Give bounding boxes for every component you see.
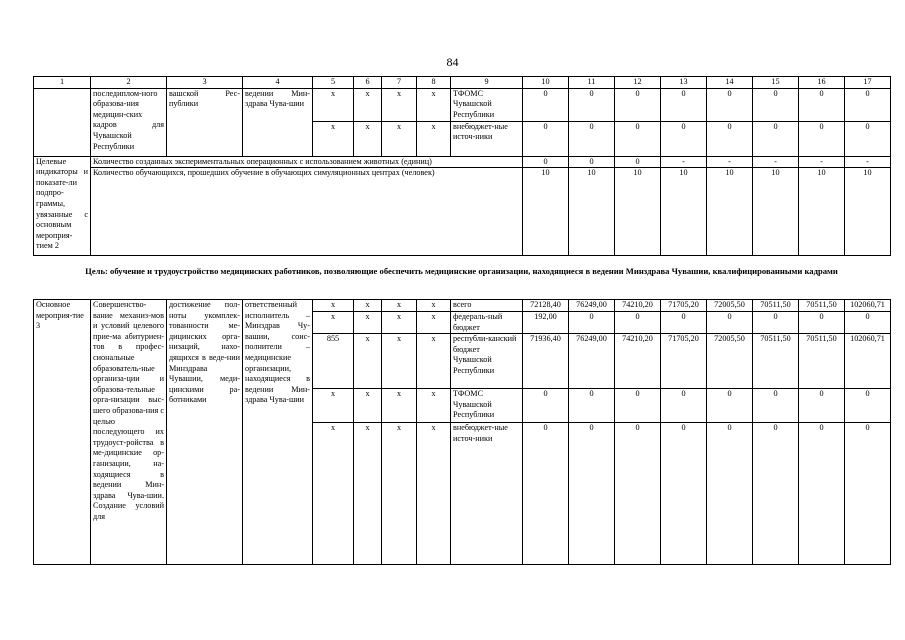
value-cell: 10 <box>615 168 661 256</box>
value-cell: 0 <box>661 88 707 121</box>
code-cell: x <box>382 88 417 121</box>
col-header: 13 <box>661 77 707 89</box>
value-cell: 0 <box>569 423 615 565</box>
funding-source: федераль-ный бюджет <box>451 312 523 334</box>
value-cell: 10 <box>845 168 891 256</box>
value-cell: - <box>707 156 753 168</box>
code-cell: x <box>354 312 382 334</box>
code-cell: x <box>417 423 451 565</box>
code-cell: x <box>382 334 417 389</box>
value-cell: 0 <box>845 121 891 156</box>
col-header: 2 <box>91 77 167 89</box>
code-cell: x <box>417 389 451 423</box>
funding-source: ТФОМС Чувашской Республики <box>451 88 523 121</box>
col-header: 3 <box>167 77 243 89</box>
col-header: 12 <box>615 77 661 89</box>
code-cell: x <box>382 300 417 312</box>
indicator-row <box>34 168 891 256</box>
col-header: 16 <box>799 77 845 89</box>
value-cell: 71705,20 <box>661 334 707 389</box>
funding-source: республи-канский бюджет Чувашской Республики <box>451 334 523 389</box>
program-table-top <box>33 76 891 256</box>
executor: ответственный исполнитель – Минздрав Чу-вашии, соис-полнители – медицинские организации, находящиеся в ведении Мин-здрава Чува-шии <box>243 300 313 565</box>
col-header: 17 <box>845 77 891 89</box>
code-cell: x <box>382 389 417 423</box>
value-cell: 10 <box>569 168 615 256</box>
value-cell: 0 <box>707 88 753 121</box>
code-cell: x <box>382 312 417 334</box>
code-cell: x <box>313 423 354 565</box>
value-cell: 76249,00 <box>569 334 615 389</box>
value-cell: 0 <box>753 312 799 334</box>
value-cell: 0 <box>845 312 891 334</box>
value-cell: 72005,50 <box>707 300 753 312</box>
executor-cont: ведении Мин-здрава Чува-шии <box>243 88 313 156</box>
value-cell: 0 <box>707 423 753 565</box>
code-cell: x <box>417 88 451 121</box>
funding-source: внебюджет-ные источ-ники <box>451 423 523 565</box>
empty-cell <box>34 88 91 156</box>
code-cell: x <box>354 389 382 423</box>
indicators-label: Целевые индикаторы и показате-ли подпро-граммы, увязанные с основным мероприя-тием 2 <box>34 156 91 256</box>
value-cell: 0 <box>799 121 845 156</box>
value-cell: 0 <box>569 389 615 423</box>
value-cell: - <box>661 156 707 168</box>
expected-result: достижение пол-ноты укомплек-тованности ме-дицинских орга-низаций, нахо-дящихся в веде-нии Минздрава Чувашии, меди-цинскими ра-ботниками <box>167 300 243 565</box>
funding-source: внебюджет-ные источ-ники <box>451 121 523 156</box>
value-cell: 0 <box>523 121 569 156</box>
code-cell: x <box>382 423 417 565</box>
activity-label: Основное мероприя-тие 3 <box>34 300 91 565</box>
col-header: 9 <box>451 77 523 89</box>
value-cell: 0 <box>615 423 661 565</box>
responsible-cont: вашской Рес-публики <box>167 88 243 156</box>
value-cell: 0 <box>845 423 891 565</box>
value-cell: 70511,50 <box>799 300 845 312</box>
value-cell: - <box>799 156 845 168</box>
value-cell: 0 <box>615 312 661 334</box>
code-cell: x <box>354 423 382 565</box>
value-cell: 0 <box>799 88 845 121</box>
value-cell: 192,00 <box>523 312 569 334</box>
program-table-bottom <box>33 299 891 565</box>
code-cell: 855 <box>313 334 354 389</box>
code-cell: x <box>313 121 354 156</box>
value-cell: 10 <box>753 168 799 256</box>
value-cell: 0 <box>615 88 661 121</box>
code-cell: x <box>417 121 451 156</box>
table-row <box>34 88 891 121</box>
value-cell: 102060,71 <box>845 300 891 312</box>
value-cell: 0 <box>753 423 799 565</box>
value-cell: 0 <box>523 88 569 121</box>
code-cell: x <box>382 121 417 156</box>
col-header: 8 <box>417 77 451 89</box>
value-cell: 0 <box>569 312 615 334</box>
value-cell: 74210,20 <box>615 300 661 312</box>
value-cell: 0 <box>707 312 753 334</box>
value-cell: 0 <box>661 389 707 423</box>
code-cell: x <box>313 312 354 334</box>
indicator-row <box>34 156 891 168</box>
col-header: 10 <box>523 77 569 89</box>
value-cell: - <box>753 156 799 168</box>
column-number-row <box>34 77 891 89</box>
value-cell: 74210,20 <box>615 334 661 389</box>
funding-source: ТФОМС Чувашской Республики <box>451 389 523 423</box>
value-cell: 0 <box>661 121 707 156</box>
funding-source: всего <box>451 300 523 312</box>
value-cell: 0 <box>569 121 615 156</box>
value-cell: 0 <box>845 389 891 423</box>
value-cell: 0 <box>615 389 661 423</box>
code-cell: x <box>354 121 382 156</box>
value-cell: 0 <box>799 389 845 423</box>
value-cell: 0 <box>753 88 799 121</box>
page-number: 84 <box>446 55 459 69</box>
value-cell: 0 <box>845 88 891 121</box>
value-cell: 0 <box>799 423 845 565</box>
col-header: 14 <box>707 77 753 89</box>
value-cell: 10 <box>707 168 753 256</box>
table-row <box>34 300 891 312</box>
indicator-text: Количество обучающихся, прошедших обучение в обучающих симуляционных центрах (человек) <box>91 168 523 256</box>
value-cell: 0 <box>799 312 845 334</box>
goal-heading: Цель: обучение и трудоустройство медицинских работников, позволяющие обеспечить медицинские организации, находящиеся в ведении Минздрава Чувашии, квалифицированными кадрами <box>85 266 838 276</box>
value-cell: 70511,50 <box>799 334 845 389</box>
value-cell: 0 <box>707 389 753 423</box>
value-cell: 72128,40 <box>523 300 569 312</box>
value-cell: 71936,40 <box>523 334 569 389</box>
value-cell: 76249,00 <box>569 300 615 312</box>
col-header: 7 <box>382 77 417 89</box>
code-cell: x <box>417 334 451 389</box>
value-cell: 10 <box>661 168 707 256</box>
value-cell: 72005,50 <box>707 334 753 389</box>
value-cell: 102060,71 <box>845 334 891 389</box>
code-cell: x <box>313 389 354 423</box>
col-header: 4 <box>243 77 313 89</box>
value-cell: 0 <box>661 312 707 334</box>
code-cell: x <box>354 88 382 121</box>
value-cell: - <box>845 156 891 168</box>
col-header: 5 <box>313 77 354 89</box>
value-cell: 0 <box>523 156 569 168</box>
value-cell: 10 <box>799 168 845 256</box>
value-cell: 70511,50 <box>753 300 799 312</box>
value-cell: 0 <box>661 423 707 565</box>
value-cell: 71705,20 <box>661 300 707 312</box>
col-header: 11 <box>569 77 615 89</box>
activity-name: Совершенство-вание механиз-мов и условий целевого прие-ма абитуриен-тов в профес-сиональные образователь-ные организа-ции и образова-тельные орга-низации выс-шего образова-ния с целью последующего их трудоуст-ройства в ме-дицинские ор-ганизации, на-ходящиеся в ведении Мин-здрава Чува-шии. Создание условий для <box>91 300 167 565</box>
value-cell: 0 <box>569 156 615 168</box>
value-cell: 0 <box>569 88 615 121</box>
value-cell: 0 <box>707 121 753 156</box>
value-cell: 70511,50 <box>753 334 799 389</box>
code-cell: x <box>313 300 354 312</box>
value-cell: 0 <box>615 156 661 168</box>
col-header: 1 <box>34 77 91 89</box>
code-cell: x <box>354 300 382 312</box>
code-cell: x <box>313 88 354 121</box>
code-cell: x <box>354 334 382 389</box>
activity-name-cont: последиплом-ного образова-ния медицин-ских кадров для Чувашской Республики <box>91 88 167 156</box>
indicator-text: Количество созданных экспериментальных операционных с использованием животных (единиц) <box>91 156 523 168</box>
value-cell: 10 <box>523 168 569 256</box>
code-cell: x <box>417 312 451 334</box>
value-cell: 0 <box>753 389 799 423</box>
code-cell: x <box>417 300 451 312</box>
value-cell: 0 <box>523 423 569 565</box>
value-cell: 0 <box>523 389 569 423</box>
value-cell: 0 <box>753 121 799 156</box>
col-header: 15 <box>753 77 799 89</box>
value-cell: 0 <box>615 121 661 156</box>
col-header: 6 <box>354 77 382 89</box>
